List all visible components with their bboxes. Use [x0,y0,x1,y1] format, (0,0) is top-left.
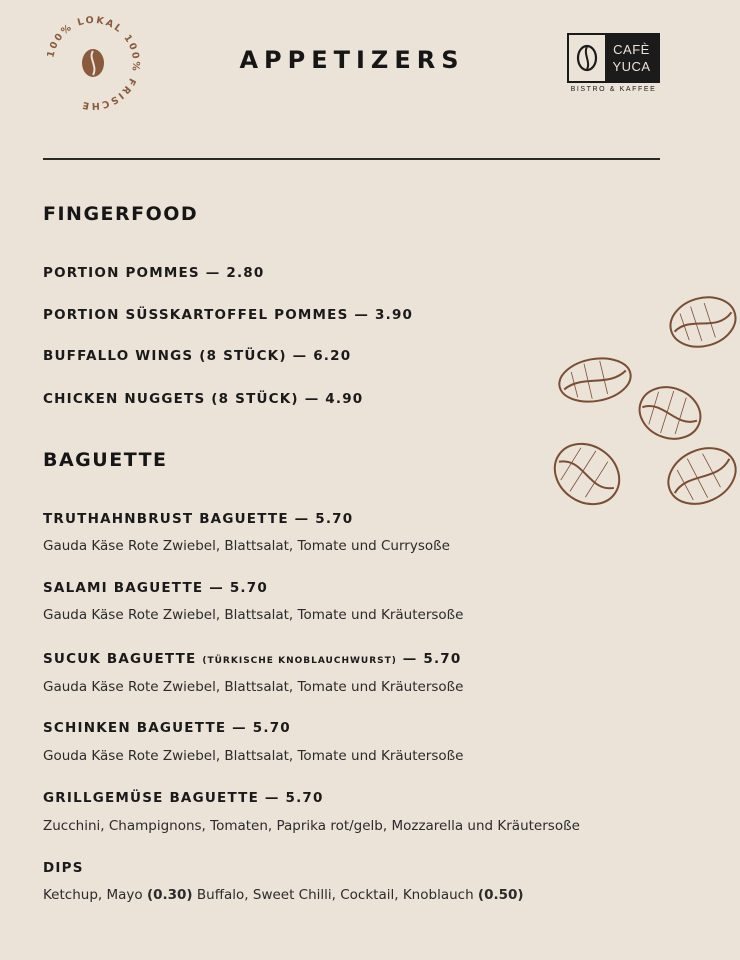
logo-tagline: BISTRO & KAFFEE [570,86,657,93]
coffee-bean-icon [632,379,707,447]
dips-description [43,887,524,903]
coffee-bean-icon [550,432,631,515]
menu-item: GRILLGEMÜSE BAGUETTE — 5.70 [43,790,324,806]
menu-item: TRUTHAHNBRUST BAGUETTE — 5.70 [43,511,354,527]
menu-item [43,651,462,667]
dips-text-2: Buffalo, Sweet Chilli, Cocktail, Knoblauch [196,887,474,903]
header-divider [43,158,660,160]
menu-item: PORTION POMMES — 2.80 [43,265,265,281]
coffee-beans-illustration [550,290,740,515]
menu-item: CHICKEN NUGGETS (8 STÜCK) — 4.90 [43,391,364,407]
coffee-bean-icon [659,438,740,515]
menu-item: SCHINKEN BAGUETTE — 5.70 [43,720,291,736]
section-title-baguette: BAGUETTE [43,449,168,471]
logo-bean-icon [569,35,605,81]
menu-item: SALAMI BAGUETTE — 5.70 [43,580,268,596]
dips-text-1: Ketchup, Mayo [43,887,143,903]
menu-item-description: Zucchini, Champignons, Tomaten, Paprika rot/gelb, Mozzarella und Kräutersoße [43,818,580,834]
badge-ring-text: 100% LOKAL 100% FRISCHE [45,14,142,112]
menu-item: PORTION SÜSSKARTOFFEL POMMES — 3.90 [43,307,414,323]
menu-item-description: Gauda Käse Rote Zwiebel, Blattsalat, Tomate und Kräutersoße [43,607,464,623]
menu-item-description: Gouda Käse Rote Zwiebel, Blattsalat, Tomate und Kräutersoße [43,748,464,764]
coffee-bean-icon [556,353,634,407]
menu-item-price: — 5.70 [402,651,462,667]
coffee-bean-icon [665,290,740,353]
logo-box [567,33,660,83]
logo-wordmark [605,35,658,81]
dips-title: DIPS [43,860,84,876]
cafe-yuca-logo [567,33,660,93]
menu-item-description: Gauda Käse Rote Zwiebel, Blattsalat, Tomate und Currysoße [43,538,450,554]
dips-price-2: (0.50) [477,887,524,903]
page-title: APPETIZERS [239,46,465,74]
menu-item-description: Gauda Käse Rote Zwiebel, Blattsalat, Tomate und Kräutersoße [43,679,464,695]
logo-line-2: YUCA [612,59,651,74]
menu-item-note: (TÜRKISCHE KNOBLAUCHWURST) [202,656,397,666]
logo-line-1: CAFÈ [613,42,650,57]
menu-item-name: SUCUK BAGUETTE [43,651,197,667]
section-title-fingerfood: FINGERFOOD [43,203,199,225]
menu-item: BUFFALLO WINGS (8 STÜCK) — 6.20 [43,348,352,364]
dips-price-1: (0.30) [146,887,193,903]
